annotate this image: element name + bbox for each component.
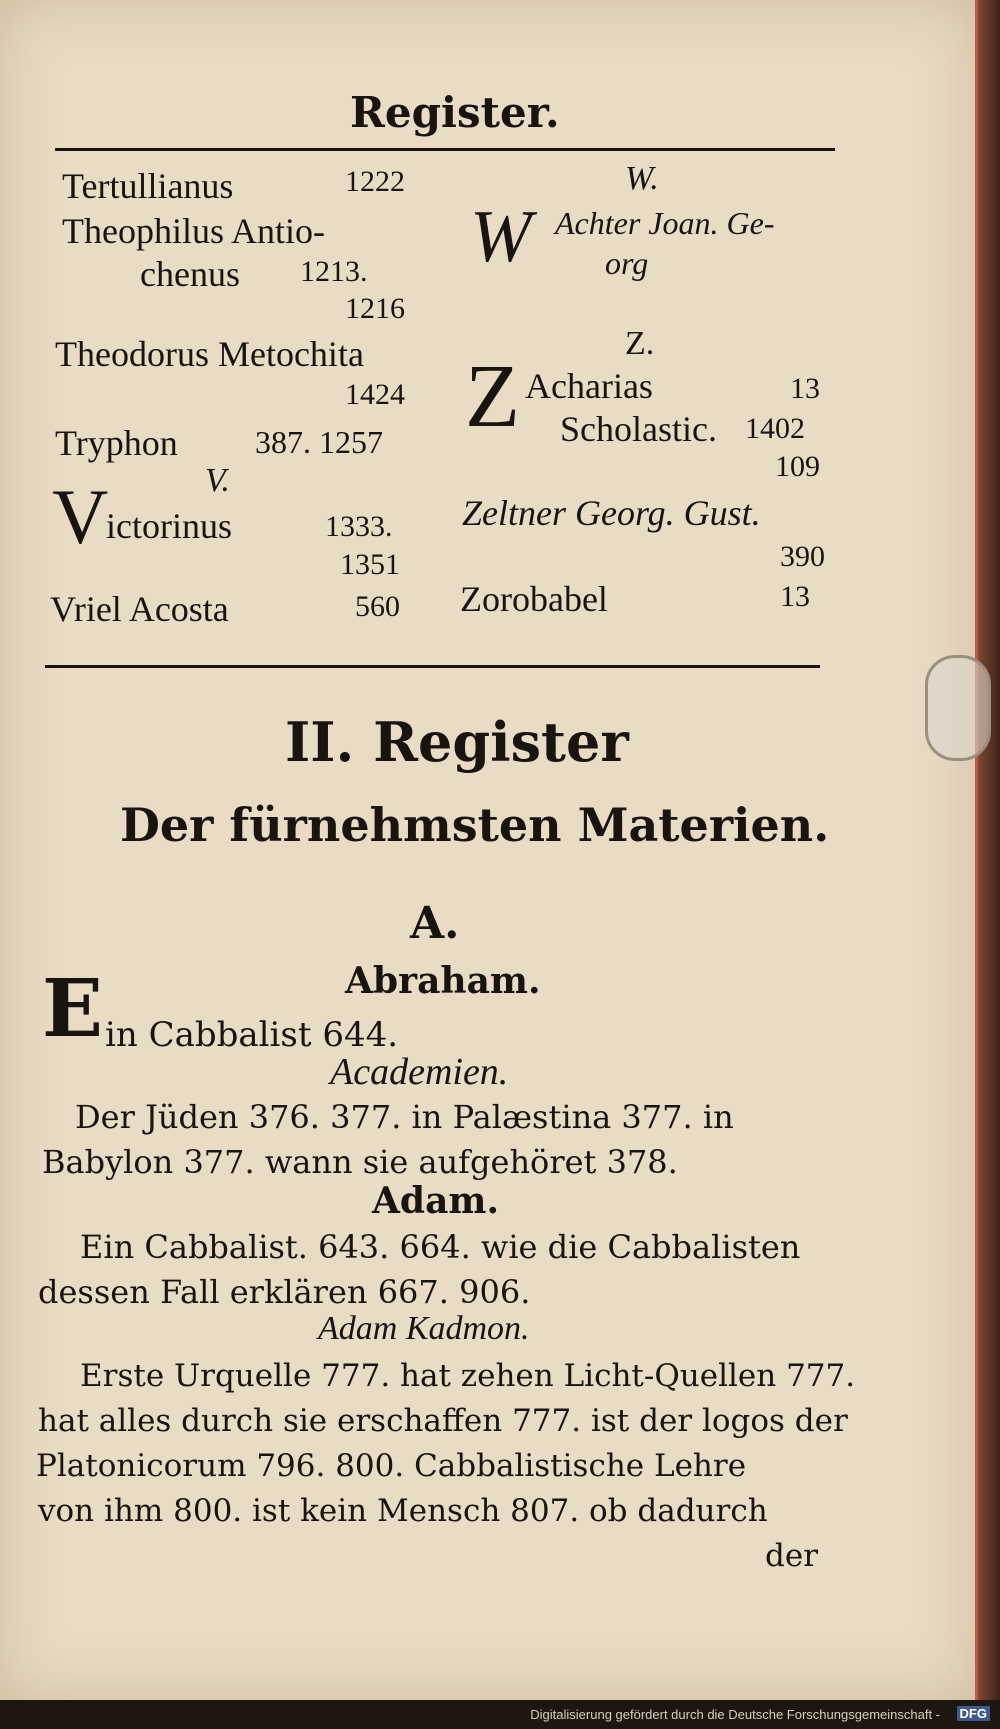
entry-text-abraham: in Cabbalist 644. [105, 1015, 399, 1055]
index-pages-zacharias: 13 [790, 372, 820, 405]
index-entry-theodorus: Theodorus Metochita [55, 334, 364, 374]
section-letter-a: A. [410, 898, 460, 949]
index-entry-tertullianus: Tertullianus [62, 166, 234, 206]
initial-letter-e: E [42, 961, 103, 1055]
initial-letter-z: Z [465, 347, 520, 446]
index-entry-zacharias: Acharias [525, 366, 653, 406]
index-pages-tertullianus: 1222 [345, 165, 405, 198]
entry-text-kadmon-5: der [765, 1538, 819, 1574]
entry-heading-adam-kadmon: Adam Kadmon. [318, 1310, 530, 1347]
section-subtitle: Der fürnehmsten Materien. [120, 798, 830, 852]
section-rule [45, 665, 820, 668]
index-entry-theophilus: Theophilus Antio- [62, 211, 325, 251]
index-entry-wachter-cont: org [605, 245, 649, 281]
entry-text-kadmon-4: von ihm 800. ist kein Mensch 807. ob dadurch [38, 1493, 768, 1529]
dfg-logo: DFG [957, 1706, 990, 1721]
index-entry-scholastic: Scholastic. [560, 409, 717, 449]
index-pages-zeltner: 390 [780, 540, 825, 573]
index-entry-zeltner: Zeltner Georg. Gust. [462, 493, 761, 533]
index-pages-zorobabel: 13 [780, 580, 810, 613]
index-entry-wachter: Achter Joan. Ge- [555, 205, 775, 241]
index-pages-victorinus-2: 1351 [340, 548, 400, 581]
index-entry-tryphon: Tryphon [55, 423, 178, 463]
index-pages-theodorus: 1424 [345, 378, 405, 411]
index-pages-theophilus-2: 1216 [345, 292, 405, 325]
footer-credit: Digitalisierung gefördert durch die Deutsche Forschungsgemeinschaft - [530, 1707, 940, 1722]
entry-text-adam-2: dessen Fall erklären 667. 906. [38, 1273, 531, 1311]
letter-heading-z: Z. [625, 325, 655, 362]
entry-text-academien-1: Der Jüden 376. 377. in Palæstina 377. in [75, 1098, 734, 1136]
entry-heading-adam: Adam. [372, 1180, 500, 1222]
entry-text-kadmon-3: Platonicorum 796. 800. Cabbalistische Lehre [36, 1448, 747, 1484]
initial-letter-v: V [52, 473, 109, 560]
index-pages-scholastic-2: 109 [775, 450, 820, 483]
entry-heading-academien: Academien. [330, 1051, 509, 1093]
index-entry-theophilus-cont: chenus [140, 254, 240, 294]
entry-text-adam-1: Ein Cabbalist. 643. 664. wie die Cabbalisten [80, 1228, 801, 1266]
index-entry-vriel-acosta: Vriel Acosta [50, 589, 229, 629]
index-entry-victorinus: ictorinus [106, 506, 232, 546]
index-pages-victorinus: 1333. [325, 510, 393, 543]
letter-heading-w: W. [625, 160, 659, 197]
header-rule [55, 148, 835, 151]
initial-letter-w: W [470, 196, 532, 278]
entry-text-kadmon-1: Erste Urquelle 777. hat zehen Licht-Quellen 777. [80, 1358, 856, 1394]
clasp-loop [925, 655, 991, 761]
index-pages-tryphon: 387. 1257 [255, 424, 383, 460]
index-pages-theophilus: 1213. [300, 255, 368, 288]
entry-text-kadmon-2: hat alles durch sie erschaffen 777. ist der logos der [38, 1403, 848, 1439]
letter-heading-v: V. [205, 462, 230, 499]
index-pages-vriel-acosta: 560 [355, 590, 400, 623]
index-entry-zorobabel: Zorobabel [460, 579, 608, 619]
index-pages-scholastic: 1402 [745, 412, 805, 445]
page-header-title: Register. [350, 88, 560, 137]
entry-text-academien-2: Babylon 377. wann sie aufgehöret 378. [42, 1143, 678, 1181]
entry-heading-abraham: Abraham. [345, 960, 541, 1002]
section-title: II. Register [285, 710, 629, 774]
